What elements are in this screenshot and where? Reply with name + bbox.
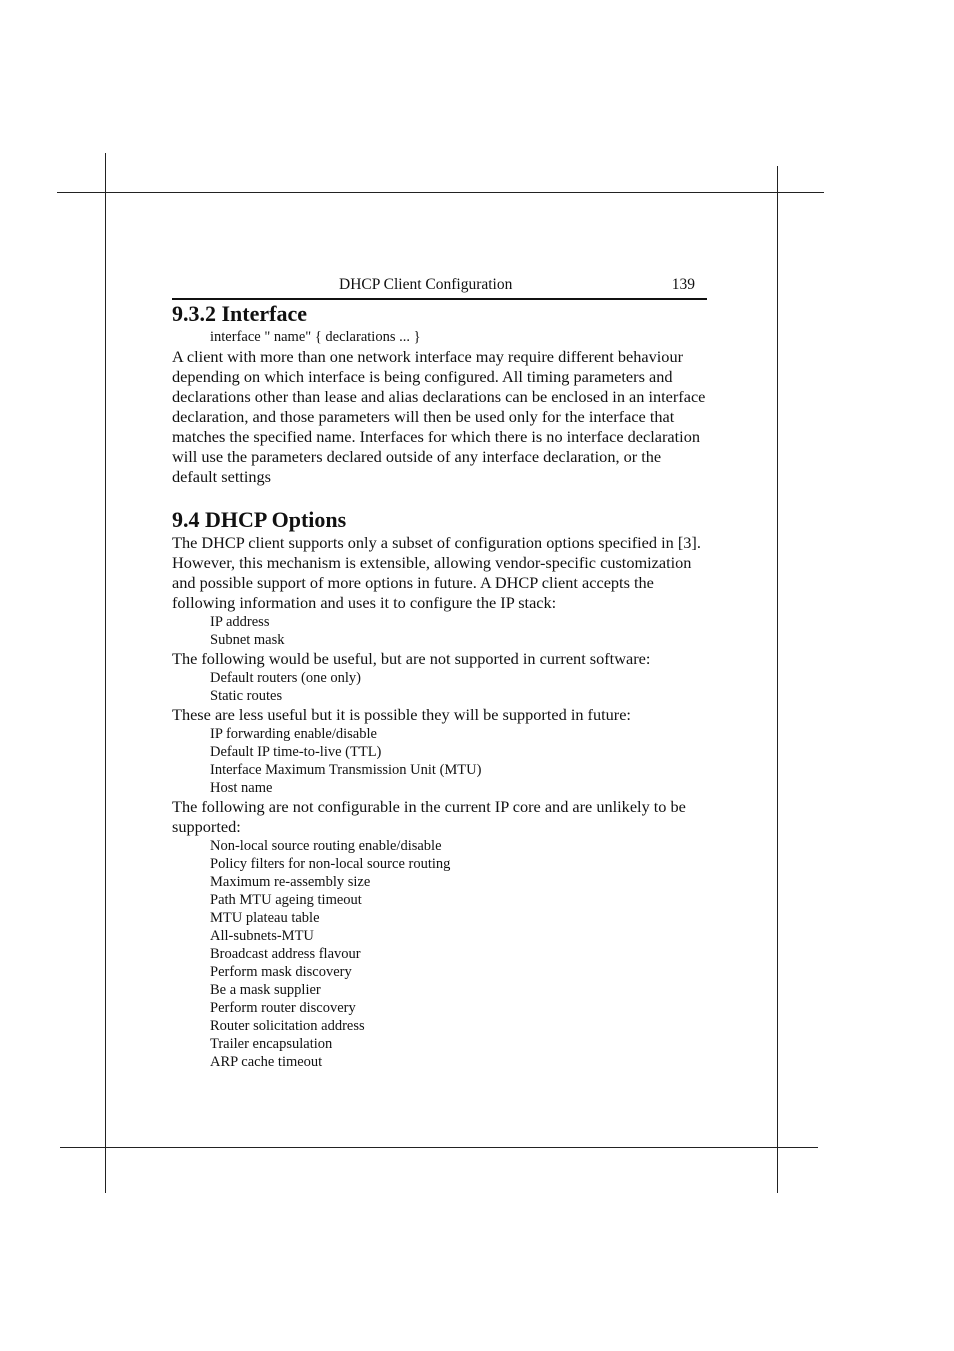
page-number: 139 (671, 276, 695, 293)
running-header (172, 276, 707, 300)
list-item: Policy filters for non-local source routing (210, 856, 451, 872)
list-item: Router solicitation address (210, 1018, 365, 1034)
unlikely-options-list (172, 837, 707, 1071)
not-supported-options-list (172, 669, 707, 705)
crop-mark-bottom-line (60, 1147, 818, 1148)
section-heading-interface: 9.3.2 Interface (172, 301, 308, 326)
list-item: Perform mask discovery (210, 964, 352, 980)
interface-syntax: interface " name" { declarations ... } (210, 329, 421, 345)
page-content (172, 301, 707, 1071)
list-item: Default routers (one only) (210, 670, 361, 686)
header-title: DHCP Client Configuration (339, 276, 513, 293)
list-item: Path MTU ageing timeout (210, 892, 362, 908)
list-item: Trailer encapsulation (210, 1036, 333, 1052)
list-item: Subnet mask (210, 632, 285, 648)
section-heading-dhcp-options: 9.4 DHCP Options (172, 507, 347, 532)
not-supported-intro: The following would be useful, but are not supported in current software: (172, 649, 651, 668)
list-item: Perform router discovery (210, 1000, 356, 1016)
list-item: Host name (210, 780, 273, 796)
list-item: MTU plateau table (210, 910, 320, 926)
list-item: Interface Maximum Transmission Unit (MTU) (210, 762, 482, 778)
list-item: All-subnets-MTU (210, 928, 314, 944)
list-item: Maximum re-assembly size (210, 874, 371, 890)
crop-mark-right-line (777, 166, 778, 1193)
dhcp-options-intro: The DHCP client supports only a subset of configuration options specified in [3]. However, this mechanism is extensible, allowing vendor-specific customization and possible support of more options in future. A DHCP client accepts the following information and uses it to configure the IP stack: (172, 533, 701, 612)
list-item: Broadcast address flavour (210, 946, 361, 962)
future-intro: These are less useful but it is possible they will be supported in future: (172, 705, 631, 724)
list-item: IP forwarding enable/disable (210, 726, 377, 742)
list-item: IP address (210, 614, 270, 630)
list-item: ARP cache timeout (210, 1054, 323, 1070)
future-options-list (172, 725, 707, 797)
crop-mark-top-line (57, 192, 824, 193)
interface-paragraph: A client with more than one network interface may require different behaviour depending on which interface is being configured. All timing parameters and declarations other than lease and alias declarations can be enclosed in an interface declaration, and those parameters will then be used only for the interface that matches the specified name. Interfaces for which there is no interface declaration will use the parameters declared outside of any interface declaration, or the default settings (172, 347, 706, 486)
list-item: Static routes (210, 688, 283, 704)
list-item: Non-local source routing enable/disable (210, 838, 442, 854)
unlikely-intro: The following are not configurable in the current IP core and are unlikely to be supported: (172, 797, 686, 836)
list-item: Be a mask supplier (210, 982, 321, 998)
crop-mark-left-line (105, 153, 106, 1193)
supported-options-list (172, 613, 707, 649)
list-item: Default IP time-to-live (TTL) (210, 744, 382, 760)
